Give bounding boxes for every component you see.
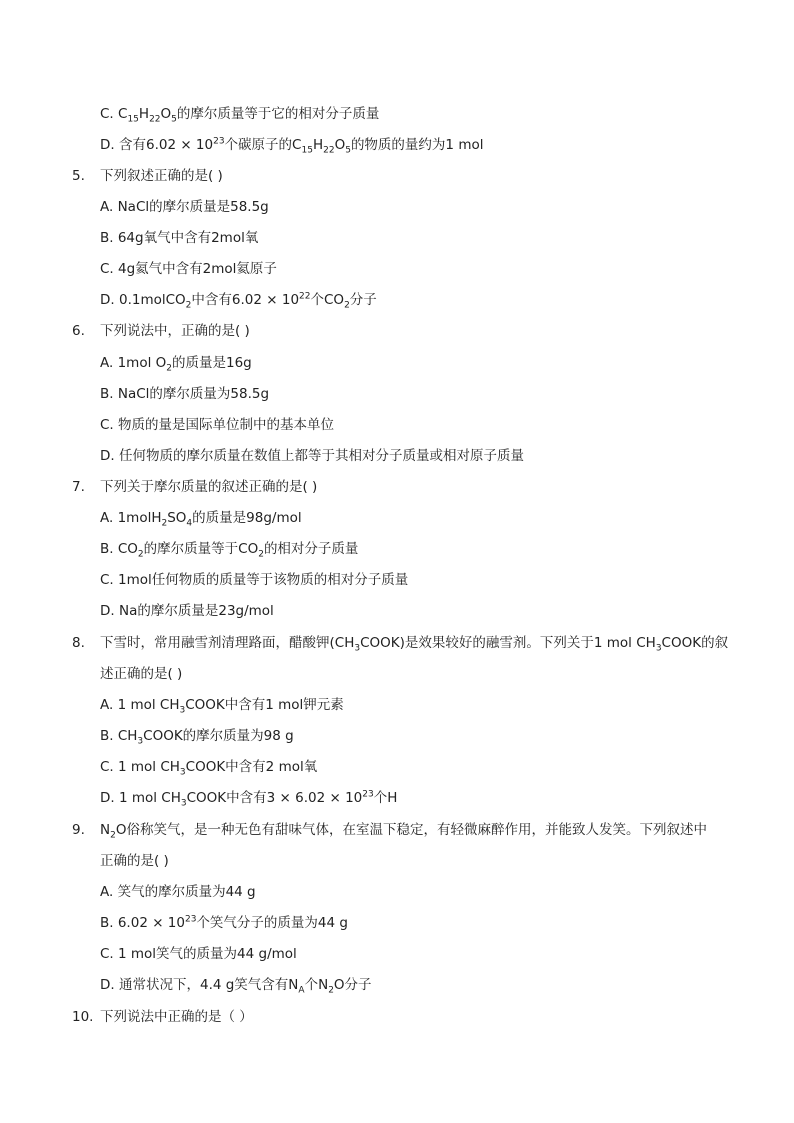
answer-option: B. NaCl的摩尔质量为58.5g — [100, 386, 270, 402]
answer-option: D. 1 mol $CH_3COOK$中含有$3 \times 6.02 \times 10^{23}$个H — [100, 789, 398, 809]
answer-option: D. 含有$6.02 \times 10^{23}$个碳原子的$C_{15}H_{22}O_5$的物质的量约为1 mol — [100, 136, 484, 156]
question-number: 5. — [72, 168, 85, 184]
answer-option: A. 1mol $O_2$的质量是16g — [100, 355, 252, 374]
question-number: 8. — [72, 635, 85, 651]
question-text: 下列说法中正确的是（ ） — [100, 1009, 253, 1025]
question-text: 下列叙述正确的是( ) — [100, 168, 223, 184]
answer-option: C. 1 mol笑气的质量为44 g/mol — [100, 946, 297, 962]
answer-option: B. $CH_3COOK$的摩尔质量为98 g — [100, 728, 294, 747]
answer-option: A. $1molH_2SO_4$的质量是98g/mol — [100, 510, 302, 529]
answer-option: D. 通常状况下，4.4 g笑气含有$N_A$个$N_2O$分子 — [100, 977, 372, 996]
answer-option: C. 1mol任何物质的质量等于该物质的相对分子质量 — [100, 572, 409, 588]
answer-option: B. $CO_2$的摩尔质量等于$CO_2$的相对分子质量 — [100, 541, 359, 560]
question-text: 下列说法中，正确的是( ) — [100, 323, 250, 339]
answer-option: D. Na的摩尔质量是23g/mol — [100, 603, 274, 619]
answer-option: C. 物质的量是国际单位制中的基本单位 — [100, 417, 335, 433]
answer-option: A. 1 mol $CH_3COOK$中含有1 mol钾元素 — [100, 697, 344, 716]
question-number: 7. — [72, 479, 85, 495]
question-text: $N_2O$俗称笑气，是一种无色有甜味气体，在室温下稳定，有轻微麻醉作用，并能致人发笑。下列叙述中 — [100, 822, 707, 841]
answer-option: C. $C_{15}H_{22}O_5$的摩尔质量等于它的相对分子质量 — [100, 106, 380, 125]
answer-option: C. 1 mol $CH_3COOK$中含有2 mol氧 — [100, 759, 318, 778]
question-text: 述正确的是( ) — [100, 666, 183, 682]
answer-option: B. $6.02 \times 10^{23}$个笑气分子的质量为44 g — [100, 914, 348, 931]
question-number: 10. — [72, 1009, 94, 1025]
answer-option: B. 64g氧气中含有2mol氧 — [100, 230, 259, 246]
question-number: 9. — [72, 822, 85, 838]
answer-option: A. NaCl的摩尔质量是58.5g — [100, 199, 269, 215]
answer-option: A. 笑气的摩尔质量为44 g — [100, 884, 256, 900]
question-number: 6. — [72, 323, 85, 339]
answer-option: C. 4g氦气中含有2mol氦原子 — [100, 261, 277, 277]
question-text: 正确的是( ) — [100, 853, 169, 869]
question-text: 下雪时，常用融雪剂清理路面，醋酸钾$(CH_3COOK)$是效果较好的融雪剂。下列关于1 mol $CH_3COOK$的叙 — [100, 635, 729, 654]
question-text: 下列关于摩尔质量的叙述正确的是( ) — [100, 479, 318, 495]
answer-option: D. 任何物质的摩尔质量在数值上都等于其相对分子质量或相对原子质量 — [100, 448, 524, 464]
answer-option: D. 0.1molCO$_2$中含有$6.02 \times 10^{22}$个$CO_2$分子 — [100, 291, 377, 311]
